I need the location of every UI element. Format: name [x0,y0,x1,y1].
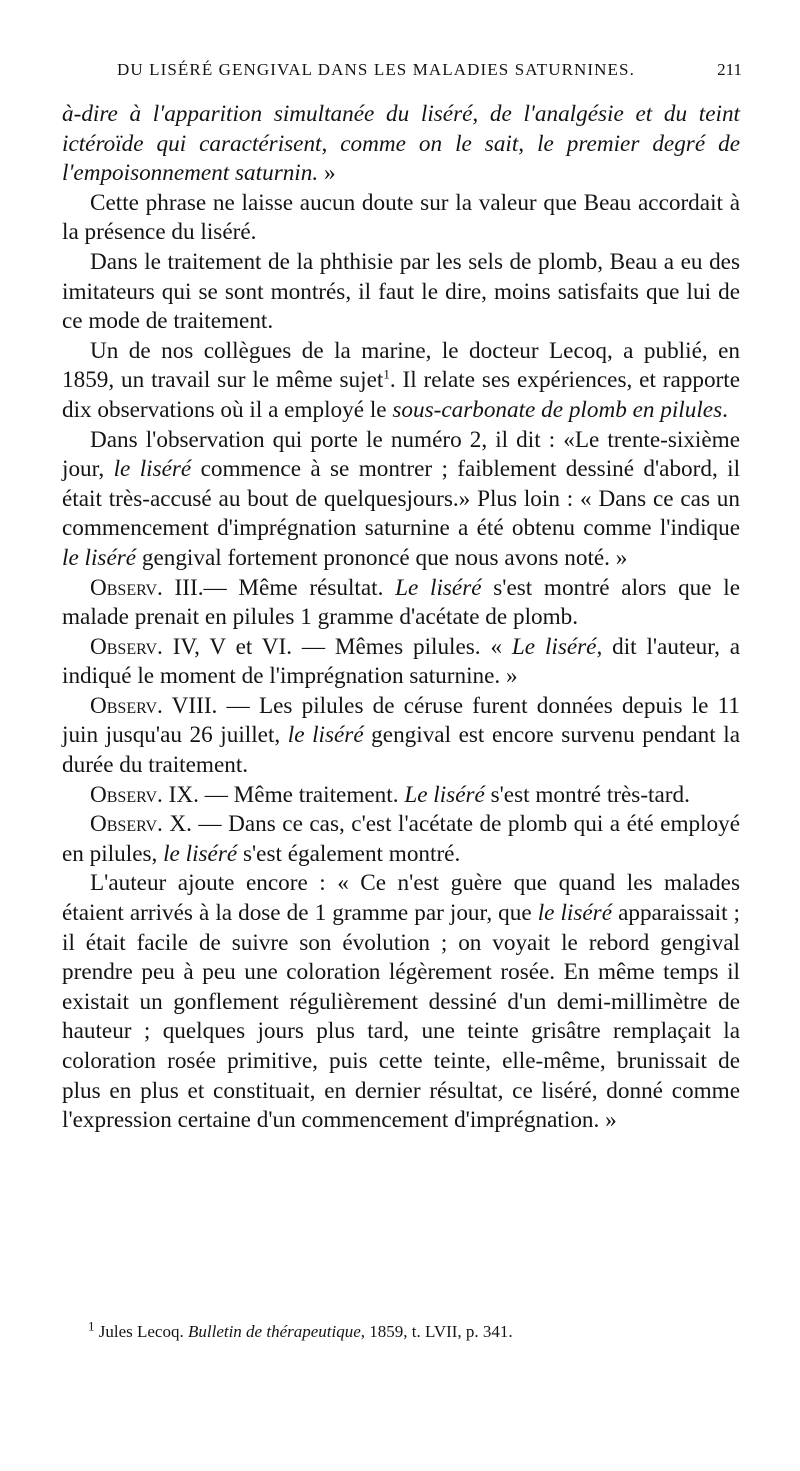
footnote: $^1$ Jules Lecoq. Bulletin de thérapeutique, 1859, t. LVII, p. 341. [88,1318,513,1341]
footnote-marker: 1 [88,1318,95,1334]
paragraph-2: Cette phrase ne laisse aucun doute sur la valeur que Beau accordait à la présence du liséré. [62,189,740,246]
italic-text: sous-carbonate de plomb en pilules [392,396,723,423]
page-number: 211 [717,60,742,79]
running-header [117,60,742,80]
italic-text: le liséré [62,544,137,571]
paragraph-observ-8: Observ. VIII. — Les pilules de céruse furent données depuis le 11 juin jusqu'au 26 juillet, le liséré gengival est encore survenu pendant la durée du traitement. [62,692,741,779]
paragraph-observ-3: Observ. III.— Même résultat. Le liséré s'est montré alors que le malade prenait en pilules 1 gramme d'acétate de plomb. [62,574,740,631]
italic-text: Le liséré [395,574,482,601]
italic-text: le liséré [113,456,192,483]
paragraph-observ-4-6: Observ. IV, V et VI. — Mêmes pilules. « Le liséré, dit l'auteur, a indiqué le moment de l'imprégnation saturnine. » [62,633,741,690]
paragraph-author-quote: L'auteur ajoute encore : « Ce n'est guère que quand les malades étaient arrivés à la dose de 1 gramme par jour, que le liséré apparaissait ; il était facile de suivre son évolution ; on voyait le rebord gengival prendre peu à peu une coloration légèrement rosée. En même temps il existait un gonflement régulièrement dessiné d'un demi-millimètre de hauteur ; quelques jours plus tard, une teinte grisâtre remplaçait la coloration rosée primitive, puis cette teinte, elle-même, brunissait de plus en plus et constituait, en dernier résultat, ce liséré, donné comme l'expression certaine d'un commencement d'imprégnation. » [62,870,741,1134]
italic-text: le liséré [537,900,613,927]
italic-text: à-dire à l'apparition simultanée du liséré, de l'analgésie et du teint ictéroïde qui caractérisent, comme on le sait, le premier degré de l'empoisonnement saturnin. [62,101,740,187]
journal-title: Bulletin de thérapeutique [187,1322,361,1341]
body-text [62,100,740,1136]
observation-label: Observ [90,574,158,601]
italic-text: le liséré [287,722,364,749]
paragraph-4: Un de nos collègues de la marine, le docteur Lecoq, a publié, en 1859, un travail sur le même sujet$^1$. Il relate ses expériences, et rapporte dix observations où il a employé le sous-carbonate de plomb en pilules. [62,337,740,423]
paragraph-3: Dans le traitement de la phthisie par les sels de plomb, Beau a eu des imitateurs qui se sont montrés, il faut le dire, moins satisfaits que lui de ce mode de traitement. [62,248,740,335]
paragraph-5: Dans l'observation qui porte le numéro 2, il dit : «Le trente-sixième jour, le liséré commence à se montrer ; faiblement dessiné d'abord, il était très-accusé au bout de quelquesjours.» Plus loin : « Dans ce cas un commencement d'imprégnation saturnine a été obtenu comme l'indique le liséré gengival fortement prononcé que nous avons noté. » [62,426,741,571]
observation-label: Observ [90,811,158,838]
footnote-ref: 1 [383,366,390,382]
paragraph-observ-10: Observ. X. — Dans ce cas, c'est l'acétate de plomb qui a été employé en pilules, le liséré s'est également montré. [62,811,740,867]
observation-label: Observ [90,633,158,660]
observation-label: Observ [90,692,158,719]
italic-text: le liséré [163,840,238,867]
paragraph-observ-9: Observ. IX. — Même traitement. Le liséré s'est montré très-tard. [90,781,690,808]
observation-label: Observ [90,781,158,808]
italic-text: Le liséré [511,633,597,660]
paragraph-1: à-dire à l'apparition simultanée du liséré, de l'analgésie et du teint ictéroïde qui caractérisent, comme on le sait, le premier degré de l'empoisonnement saturnin. » [62,101,740,187]
italic-text: Le liséré [404,781,485,808]
running-title: DU LISÉRÉ GENGIVAL DANS LES MALADIES SATURNINES. [117,60,635,79]
